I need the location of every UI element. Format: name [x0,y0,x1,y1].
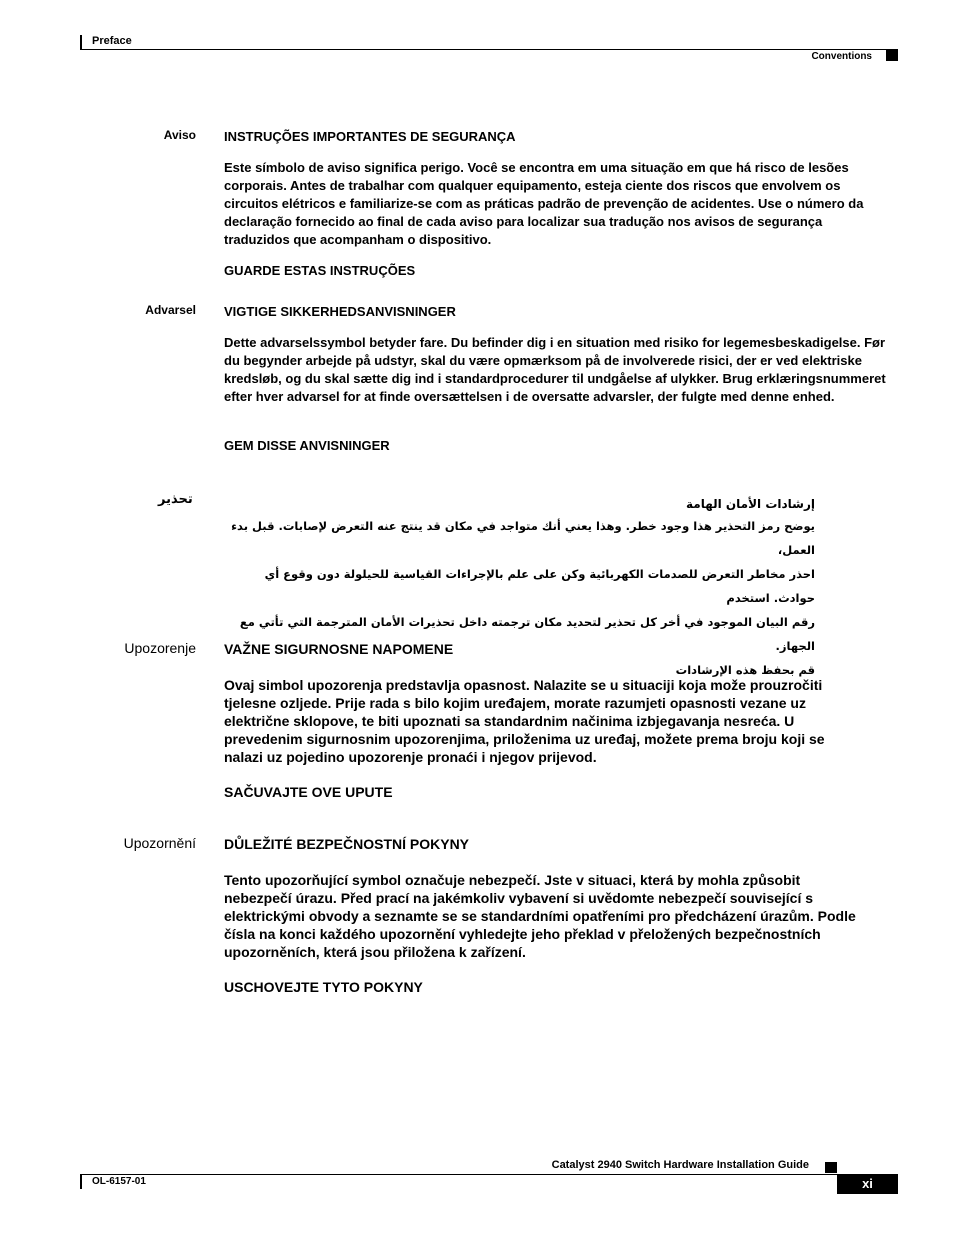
warning-text: Dette advarselssymbol betyder fare. Du befinder dig i en situation med risiko for legemesbeskadigelse. Før du begynder arbejde på udstyr, skal du være opmærksom på de involverede risici, der er ved elektriske kredsløb, og du skal sætte dig ind i standardprocedurer til undgåelse af ulykker. Brug erklæringsnummeret efter hver advarsel for at finde oversættelsen i de oversatte advarsler, der fulgte med denne enhed. [224,335,886,404]
warning-heading: VIGTIGE SIKKERHEDSANVISNINGER [224,304,456,319]
footer-rule [80,1174,898,1175]
warning-save-instructions: قم بحفظ هذه الإرشادات [675,663,815,677]
warning-save-instructions: SAČUVAJTE OVE UPUTE [224,784,393,800]
warning-label: Upozornění [123,835,196,851]
warning-save-instructions: GUARDE ESTAS INSTRUÇÕES [224,263,416,278]
warning-heading: INSTRUÇÕES IMPORTANTES DE SEGURANÇA [224,129,516,144]
warning-save-instructions: GEM DISSE ANVISNINGER [224,438,390,453]
header-marker [886,50,898,61]
warning-label: Advarsel [145,303,196,317]
footer-marker [825,1162,837,1173]
warning-text: Ovaj simbol upozorenja predstavlja opasnost. Nalazite se u situaciji koja može prouzročiti tjelesne ozljede. Prije rada s bilo kojim uređajem, morate razumjeti opasnosti vezane uz električne sklopove, te biti upoznati sa standardnim načinima izbjegavanja nesreća. U prevedenim sigurnosnim upozorenjima, priloženima uz uređaj, možete prema broju koji se nalazi uz pojedino upozorenje pronaći i njegov prijevod. [224,677,825,765]
header-section [80,35,132,50]
header-rule [80,49,898,50]
warning-body-block [224,640,864,800]
footer-doc-number-text: OL-6157-01 [92,1176,146,1187]
warning-label: Upozorenje [124,640,196,656]
warning-body-block [224,303,890,453]
warning-save-instructions: USCHOVEJTE TYTO POKYNY [224,979,423,995]
warning-text: Este símbolo de aviso significa perigo. Você se encontra em uma situação em que há risco de lesões corporais. Antes de trabalhar com qualquer equipamento, esteja ciente dos riscos que envolvem os circuitos elétricos e familiarize-se com as práticas padrão de prevenção de acidentes. Use o número da declaração fornecido ao final de cada aviso para localizar sua tradução nos avisos de segurança traduzidos que acompanham o dispositivo. [224,160,864,247]
warning-label: Aviso [163,128,196,142]
warning-body-block [224,835,864,995]
footer-doc-number [80,1175,146,1189]
footer-guide-title: Catalyst 2940 Switch Hardware Installation Guide [551,1159,809,1171]
header-section-label: Preface [92,35,132,47]
warning-label: تحذير [158,492,193,507]
warning-text: Tento upozorňující symbol označuje nebezpečí. Jste v situaci, která by mohla způsobit nebezpečí úrazu. Před prací na jakémkoliv vybavení si uvědomte nebezpečí související s elektrickými obvody a seznamte se se standardními opatřeními pro předcházení úrazům. Podle čísla na konci každého upozornění vyhledejte jeho překlad v přeložených bezpečnostních upozorněních, která jsou přiložena k zařízení. [224,872,856,960]
warning-heading: إرشادات الأمان الهامة [686,497,815,511]
warning-heading: VAŽNE SIGURNOSNE NAPOMENE [224,641,454,657]
warning-text-line: يوضح رمز التحذير هذا وجود خطر. وهذا يعني أنك متواجد في مكان قد ينتج عنه التعرض لإصابات. قبل بدء العمل، [231,519,815,557]
header-subsection: Conventions [811,51,872,62]
warning-text-line: احذر مخاطر التعرض للصدمات الكهربائية وكن على علم بالإجراءات القياسية للحيلولة دون وقوع أي حوادث. استخدم [264,567,815,605]
warning-body-block [224,128,890,278]
page-number: xi [837,1174,898,1194]
warning-heading: DŮLEŽITÉ BEZPEČNOSTNÍ POKYNY [224,836,470,852]
warning-text-line: رقم البيان الموجود في أخر كل تحذير لتحديد مكان ترجمته داخل تحذيرات الأمان المترجمة التي تأتي مع الجهاز. [239,615,815,653]
